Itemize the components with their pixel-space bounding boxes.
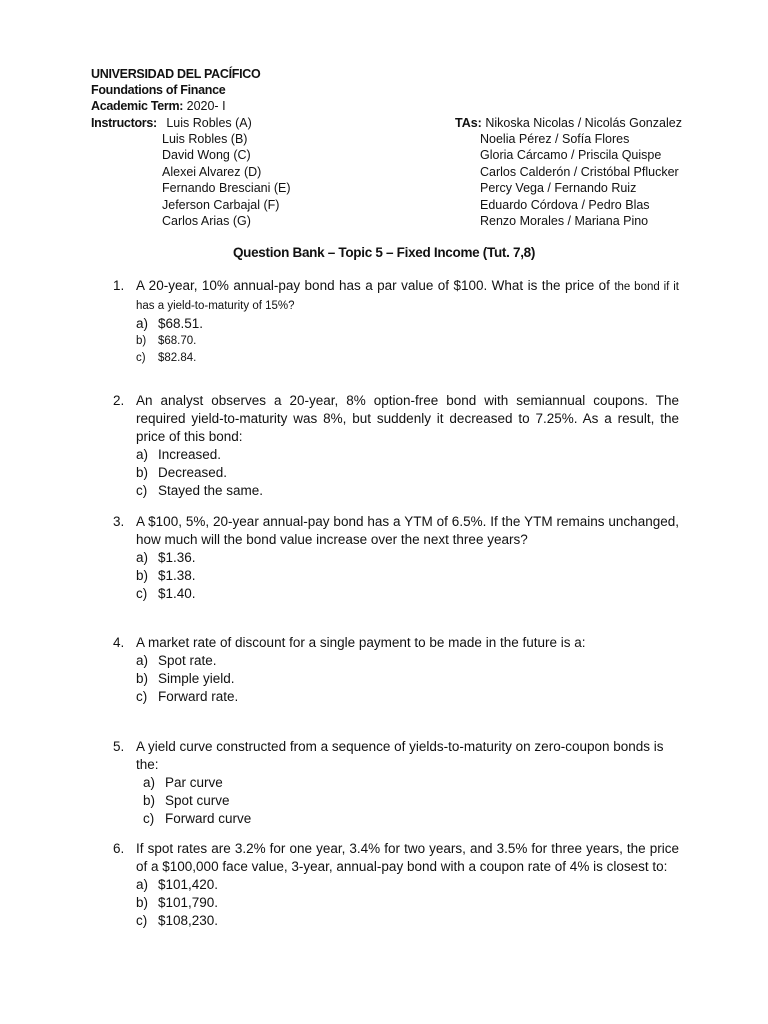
option-text: Forward curve [165, 811, 252, 826]
option-letter: c) [136, 689, 148, 704]
ta-item: Noelia Pérez / Sofía Flores [480, 132, 630, 146]
option-a [136, 446, 679, 464]
option-text: $68.51. [158, 316, 204, 331]
term-label: Academic Term: [91, 99, 184, 114]
option-c [136, 912, 679, 930]
question-stem [136, 277, 679, 315]
option-a [143, 774, 679, 792]
option-text: $1.36. [158, 550, 196, 565]
ta-item: Eduardo Córdova / Pedro Blas [480, 197, 650, 212]
option-b [143, 792, 679, 810]
instructor-item: Jeferson Carbajal (F) [162, 197, 280, 212]
instructors-first-line [91, 115, 252, 131]
option-letter: c) [136, 483, 148, 498]
university-name: UNIVERSIDAD DEL PACÍFICO [91, 67, 261, 81]
option-c [136, 585, 679, 603]
question-5 [113, 738, 679, 828]
ta-item: Percy Vega / Fernando Ruiz [480, 181, 637, 196]
instructors-list [162, 131, 291, 229]
ta-item: Nikoska Nicolas / Nicolás Gonzalez [485, 116, 682, 130]
question-6 [113, 840, 679, 930]
question-2 [113, 392, 679, 500]
option-text: Spot curve [165, 793, 230, 808]
option-c [136, 350, 679, 367]
option-text: $108,230. [158, 913, 219, 928]
instructor-item: Fernando Bresciani (E) [162, 181, 291, 196]
question-stem-part: the bond if it has a yield-to-maturity of 15%? [136, 281, 679, 312]
option-text: Forward rate. [158, 689, 239, 704]
option-text: $101,790. [158, 895, 219, 910]
ta-item: Renzo Morales / Mariana Pino [480, 214, 649, 229]
options-list [136, 549, 679, 603]
option-letter: a) [136, 447, 149, 462]
option-a [136, 876, 679, 894]
option-letter: a) [136, 877, 149, 892]
instructor-item: Alexei Alvarez (D) [162, 164, 262, 179]
option-letter: a) [136, 316, 149, 331]
question-number: 3. [113, 514, 125, 529]
option-text: Increased. [158, 447, 222, 462]
option-letter: c) [143, 811, 155, 826]
document-title: Question Bank – Topic 5 – Fixed Income (Tut. 7,8) [232, 245, 536, 260]
term-value: 2020- I [186, 99, 226, 114]
ta-item: Gloria Cárcamo / Priscila Quispe [480, 148, 662, 163]
question-number: 2. [113, 393, 125, 408]
option-text: Simple yield. [158, 671, 235, 686]
options-list [136, 446, 679, 500]
option-letter: c) [136, 351, 146, 364]
option-c [136, 482, 679, 500]
option-b [136, 464, 679, 482]
question-stem: A yield curve constructed from a sequence of yields-to-maturity on zero-coupon bonds is the: [136, 739, 664, 772]
options-list [136, 315, 679, 366]
option-letter: b) [136, 465, 149, 480]
option-b [136, 333, 679, 350]
option-text: Stayed the same. [158, 483, 264, 498]
instructor-item: Luis Robles (B) [162, 132, 248, 146]
option-letter: b) [143, 793, 156, 808]
option-text: $68.70. [158, 335, 197, 347]
instructor-item: David Wong (C) [162, 148, 251, 163]
document-header [91, 66, 260, 115]
option-letter: a) [136, 653, 149, 668]
option-letter: b) [136, 335, 147, 347]
option-letter: b) [136, 568, 149, 583]
option-b [136, 670, 679, 688]
option-letter: b) [136, 671, 149, 686]
option-text: $82.84. [158, 351, 197, 364]
option-text: Decreased. [158, 465, 228, 480]
option-a [136, 652, 679, 670]
options-list [136, 652, 679, 706]
instructor-item: Carlos Arias (G) [162, 214, 251, 229]
question-number: 6. [113, 841, 125, 856]
question-1 [113, 277, 679, 366]
option-a [136, 315, 679, 333]
option-c [143, 810, 679, 828]
option-b [136, 567, 679, 585]
course-name: Foundations of Finance [91, 83, 226, 98]
option-letter: b) [136, 895, 149, 910]
option-text: Par curve [165, 775, 223, 790]
question-stem: A $100, 5%, 20-year annual-pay bond has a YTM of 6.5%. If the YTM remains unchanged, how much will the bond value increase over the next three years? [136, 514, 679, 547]
tas-label: TAs: [455, 116, 482, 130]
question-3 [113, 513, 679, 603]
question-number: 4. [113, 635, 125, 650]
options-list [143, 774, 679, 828]
option-c [136, 688, 679, 706]
question-stem: If spot rates are 3.2% for one year, 3.4% for two years, and 3.5% for three years, the price of a $100,000 face value, 3-year, annual-pay bond with a coupon rate of 4% is closest to: [136, 841, 679, 874]
question-stem: An analyst observes a 20-year, 8% option-free bond with semiannual coupons. The required yield-to-maturity was 8%, but suddenly it decreased to 7.25%. As a result, the price of this bond: [136, 393, 679, 444]
option-a [136, 549, 679, 567]
instructors-label: Instructors: [91, 116, 157, 130]
tas-first-line [455, 115, 682, 131]
instructor-item: Luis Robles (A) [166, 116, 252, 130]
option-letter: a) [143, 775, 156, 790]
option-text: $1.38. [158, 568, 196, 583]
option-letter: a) [136, 550, 149, 565]
question-number: 1. [113, 278, 125, 293]
option-letter: c) [136, 586, 148, 601]
ta-item: Carlos Calderón / Cristóbal Pflucker [480, 164, 679, 179]
academic-term [91, 98, 260, 114]
question-stem: A market rate of discount for a single payment to be made in the future is a: [136, 635, 586, 650]
options-list [136, 876, 679, 930]
option-b [136, 894, 679, 912]
option-text: $1.40. [158, 586, 196, 601]
option-text: $101,420. [158, 877, 219, 892]
option-text: Spot rate. [158, 653, 217, 668]
option-letter: c) [136, 913, 148, 928]
tas-list [480, 131, 679, 229]
question-stem-part: A 20-year, 10% annual-pay bond has a par value of $100. What is the price of [136, 278, 615, 293]
question-4 [113, 634, 679, 706]
question-number: 5. [113, 739, 125, 754]
